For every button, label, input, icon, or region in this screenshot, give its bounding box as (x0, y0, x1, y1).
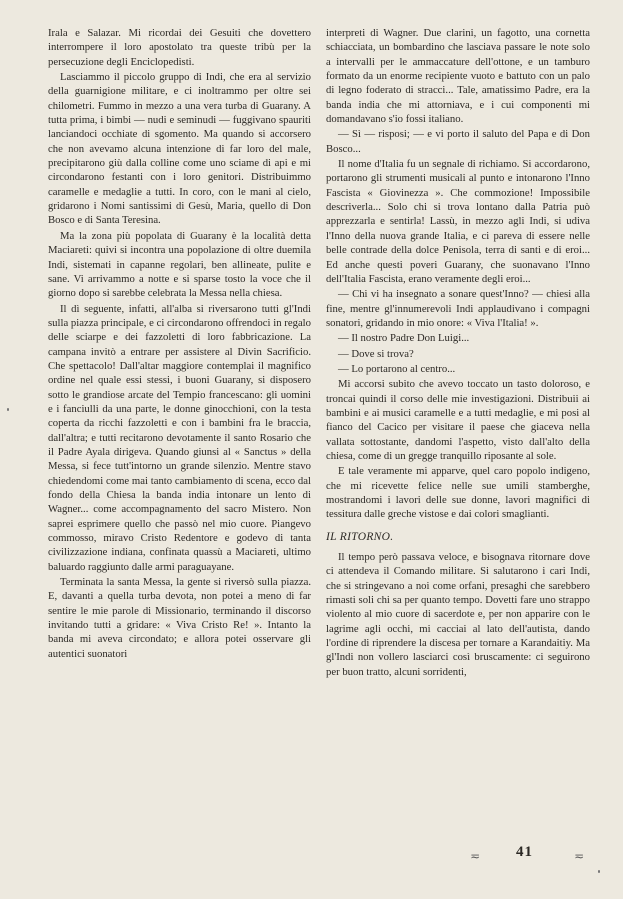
dialogue-line: — Dove si trova? (338, 347, 414, 360)
left-text-column (48, 26, 311, 661)
paragraph: Il tempo però passava veloce, e bisognava ritornare dove ci attendeva il Comando militare. Si salutarono i cari Indi, che si stringevano a noi come orfani, presaghi che sarebbero rimasti soli chi sa per quanto tempo. Dovetti fare uno strappo violento al mio cuore di sacerdote e, per non apparire con le lagrime agli occhi, mi cacciai al lato dell'autista, dando l'ordine di riprendere la discesa per tornare a Karandaitiy. Ma gl'Indi non vollero lasciarci così bruscamente: ci seguirono per buon tratto, alcuni sorridenti, (326, 551, 590, 678)
ornament-left: ≂ (470, 849, 481, 863)
paragraph: Lasciammo il piccolo gruppo di Indi, che era al servizio della guarnigione militare, e ci inoltrammo per oltre sei chilometri. Fummo in mezzo a una vera turba di Guarany. A tutta prima, i bimbi — nudi e seminudi — fuggivano spauriti lanciandoci occhiate di sgomento. Ma quando si accorsero che non avevamo alcuna intenzione di far loro del male, precipitarono giù dalla colline come uno sciame di api e mi circondarono festanti con i loro genitori. Distribuimmo caramelle e medaglie a tutti. In coro, con le mani al cielo, gridarono i Nomi santissimi di Gesù, Maria, quello di Don Bosco e di Santa Teresina. (48, 71, 311, 227)
paragraph: Il dì seguente, infatti, all'alba si riversarono tutti gl'Indi sulla piazza principale, e ci circondarono offrendoci in regalo delle sciarpe e dei fazzoletti di loro fabbricazione. La campana invitò a entrare per assistere al Divin Sacrificio. Che spettacolo! Dall'altar maggiore contemplai il magnifico ordine nel quale essi stessi, i buoni Guarany, si disposero sotto le grandiose arcate del Tempio francescano: gli uomini e i fanciulli da una parte, le donne ginocchioni, con la testa coperta da ricchi fazzoletti e con i bambini fra le braccia, dall'altra; e tutti recitarono devotamente il santo Rosario che il Padre Ayala dirigeva. Quando giunsi al « Sanctus » della Messa, si fece tutt'intorno un grande silenzio. Mentre stavo chiedendomi come mai tanto cambiamento di scena, ecco dal fondo della Chiesa la banda india intonare un lento di Wagner... come accompagnamento del sacro Mistero. Non saprei esprimere quello che passò nel mio cuore. Piangevo commosso, miravo Cristo Redentore e godevo di tanta civilizzazione indiana, confinata quassù a Maciareti, ultimo baluardo raggiunto dalle armi paraguayane. (48, 302, 311, 573)
ornament-right: ≂ (574, 849, 585, 863)
dialogue-line: — Il nostro Padre Don Luigi... (338, 332, 470, 345)
paragraph: Ma la zona più popolata di Guarany è la località detta Maciareti: quivi si incontra una popolazione di oltre duemila Indi, sistemati in capanne regolari, ben allineate, pulite e sane. Vi arrivammo a notte e si sparse tosto la voce che il giorno dopo si sarebbe celebrata la Messa nella chiesa. (48, 229, 311, 300)
page-number: 41 (516, 844, 533, 860)
paragraph: E tale veramente mi apparve, quel caro popolo indigeno, che mi ricevette felice nelle sue umili stamberghe, mostrandomi i lavori delle sue donne, lavori magnifici di tessitura dalle greche vistose e dai colori smaglianti. (326, 465, 590, 521)
paper-speck (7, 408, 9, 411)
right-text-column (326, 26, 590, 679)
paper-speck (598, 870, 600, 873)
page-footer (470, 842, 590, 866)
dialogue-line: — Lo portarono al centro... (338, 362, 456, 375)
dialogue-line: — Chi vi ha insegnato a sonare quest'Inno? — chiesi alla fine, mentre gl'innumerevoli Indi applaudivano i compagni sonatori, gridando in mio onore: « Viva l'Italia! ». (326, 288, 590, 329)
paragraph: Irala e Salazar. Mi ricordai dei Gesuiti che dovettero interrompere il loro apostolato tra queste tribù per la persecuzione degli Enciclopedisti. (48, 27, 311, 68)
dialogue-line: — Sì — risposi; — e vi porto il saluto del Papa e di Don Bosco... (326, 128, 590, 155)
paragraph: Terminata la santa Messa, la gente si riversò sulla piazza. E, davanti a quella turba devota, non potei a meno di far sentire le mie parole di Missionario, terminando il discorso invitando tutti a gridare: « Viva Cristo Re! ». Intanto la banda mi aveva circondato; e allora potei osservare gli autentici suonatori (48, 576, 311, 660)
section-heading: IL RITORNO. (326, 530, 394, 543)
paragraph: interpreti di Wagner. Due clarini, un fagotto, una cornetta schiacciata, un bombardino che lasciava passare le note solo a intervalli per le ammaccature dell'ottone, e un tamburo formato da un enorme recipiente vuoto e battuto con un palo di legno foderato di stracci... Tale, amatissimo Padre, era la banda india che mi attorniava, e i cui componenti mi domandavano s'io fossi italiano. (326, 27, 590, 126)
paragraph: Mi accorsi subito che avevo toccato un tasto doloroso, e troncai quindi il corso delle mie investigazioni. Distribuii ai bambini e ai musici caramelle e a tutti medaglie, e mi posi al fianco del Cacico per visitare il paese che giaceva nella vallata sottostante, dandomi l'aspetto, visto dall'alto della chiesa, come di un gregge tranquillo riposante al sole. (326, 378, 590, 462)
paragraph: Il nome d'Italia fu un segnale di richiamo. Si accordarono, portarono gli strumenti musicali al punto e intonarono l'Inno Fascista « Giovinezza ». Che commozione! Impossibile descriverla... Solo chi si trova lontano dalla Patria può apprezzarla e sentirla! Lassù, in mezzo agli Indi, si udiva l'Inno della nuova grande Italia, e ci pareva di essere nelle belle contrade della dolce Penisola, terra di santi e di eroi... Ed anche questi poveri Guarany, che suonavano l'Inno dell'Italia Fascista, erano veramente degli eroi... (326, 158, 590, 285)
